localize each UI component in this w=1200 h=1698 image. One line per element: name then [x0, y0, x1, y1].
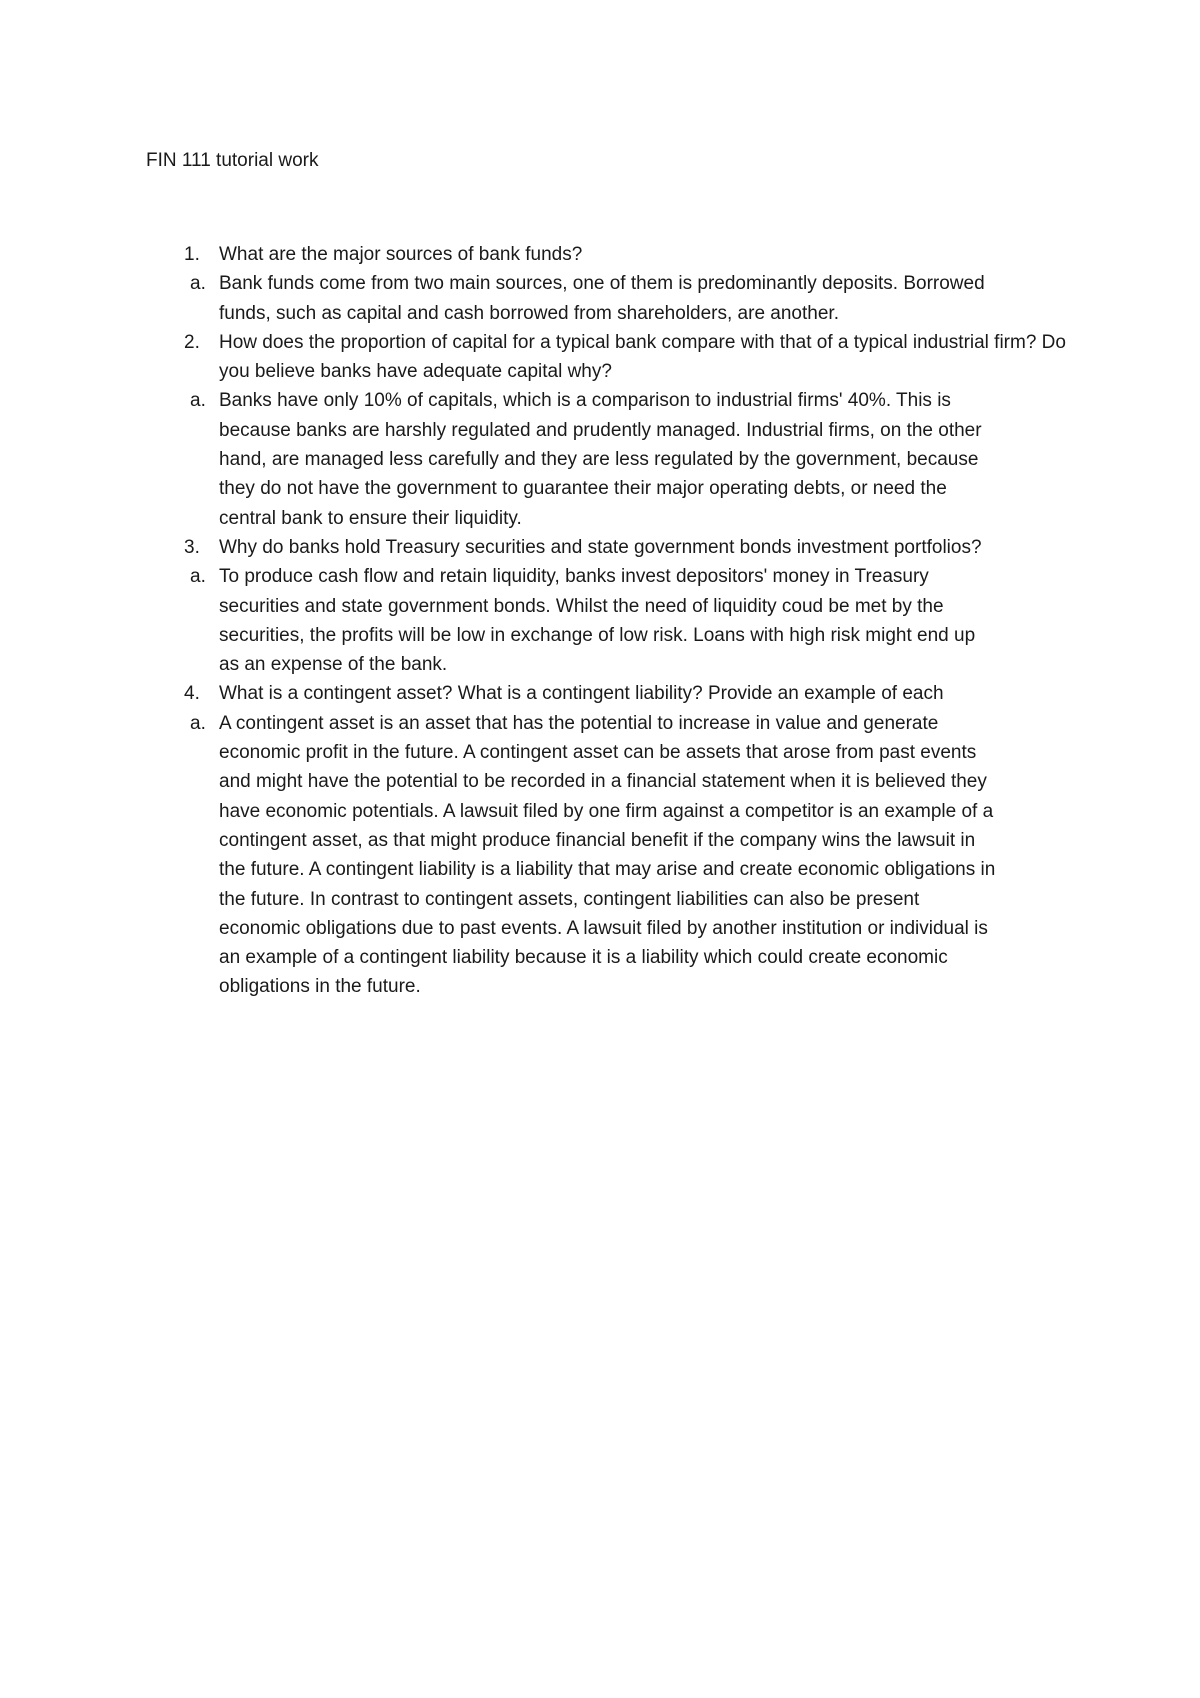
answer-item [146, 386, 1066, 532]
list-item [146, 679, 1066, 1001]
answer-letter: a. [190, 273, 206, 295]
question-number: 1. [184, 244, 200, 265]
answer-item [146, 709, 1066, 1002]
question-item [146, 328, 1066, 387]
document-title: FIN 111 tutorial work [146, 150, 319, 171]
answer-text: A contingent asset is an asset that has the potential to increase in value and generate economic profit in the future. A contingent asset can be assets that arose from past events and might have the potential to be recorded in a financial statement when it is believed they have economic potentials. A lawsuit filed by one firm against a competitor is an example of a contingent asset, as that might produce financial benefit if the company wins the lawsuit in the future. A contingent liability is a liability that may arise and create economic obligations in the future. In contrast to contingent assets, contingent liabilities can also be present economic obligations due to past events. A lawsuit filed by another institution or individual is an example of a contingent liability because it is a liability which could create economic obligations in the future. [219, 712, 996, 998]
question-text: How does the proportion of capital for a typical bank compare with that of a typical industrial firm? Do you believe banks have adequate capital why? [219, 331, 1066, 383]
question-number: 2. [184, 331, 200, 353]
answer-item [146, 562, 1066, 679]
answer-text: Bank funds come from two main sources, one of them is predominantly deposits. Borrowed funds, such as capital and cash borrowed from shareholders, are another. [219, 273, 985, 324]
answer-item [146, 269, 1066, 328]
answer-letter: a. [190, 390, 206, 412]
list-item [146, 533, 1066, 679]
list-item [146, 328, 1066, 533]
answer-text: To produce cash flow and retain liquidity, banks invest depositors' money in Treasury securities and state government bonds. Whilst the need of liquidity coud be met by the securities, the profits will be low in exchange of low risk. Loans with high risk might end up as an expense of the bank. [219, 566, 976, 676]
question-item [146, 679, 1066, 708]
answer-letter: a. [190, 566, 206, 588]
question-number: 3. [184, 536, 200, 558]
question-item [146, 533, 1066, 562]
list-item [146, 240, 1066, 328]
question-number: 4. [184, 683, 200, 705]
question-item [146, 240, 1066, 269]
question-text: What is a contingent asset? What is a contingent liability? Provide an example of each [219, 683, 944, 705]
answer-text: Banks have only 10% of capitals, which is a comparison to industrial firms' 40%. This is because banks are harshly regulated and prudently managed. Industrial firms, on the other hand, are managed less carefully and they are less regulated by the government, because they do not have the government to guarantee their major operating debts, or need the central bank to ensure their liquidity. [219, 390, 982, 529]
question-text: Why do banks hold Treasury securities and state government bonds investment portfolios? [219, 536, 982, 558]
question-list [146, 240, 1066, 1002]
answer-letter: a. [190, 712, 206, 734]
question-text: What are the major sources of bank funds? [219, 244, 583, 265]
